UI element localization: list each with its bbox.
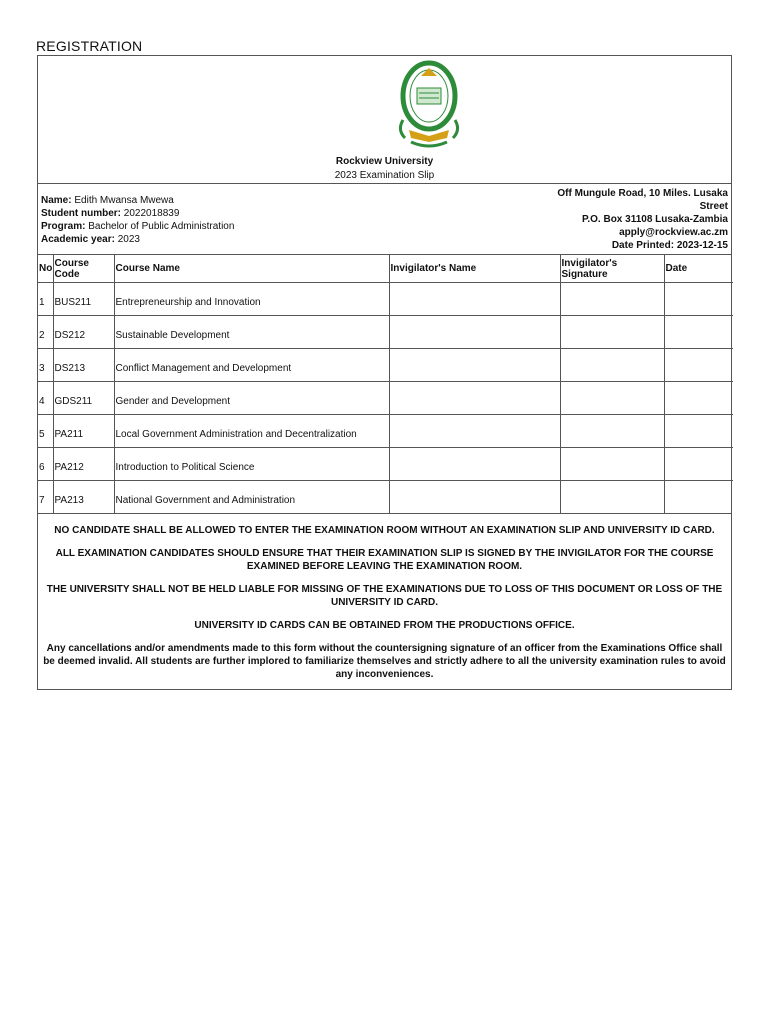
- notice-liability-disclaimer: THE UNIVERSITY SHALL NOT BE HELD LIABLE FOR MISSING OF THE EXAMINATIONS DUE TO LOSS OF THIS DOCUMENT OR LOSS OF THE UNIVERSITY ID CARD.: [46, 584, 723, 608]
- header-date: Date: [664, 255, 733, 283]
- contact-email: apply@rockview.ac.zm: [619, 227, 728, 238]
- row-no: 3: [38, 349, 53, 382]
- date-cell: [664, 349, 733, 382]
- table-row: [38, 316, 733, 349]
- course-name: Sustainable Development: [114, 316, 389, 349]
- date-cell: [664, 415, 733, 448]
- name-label: Name:: [41, 195, 72, 206]
- table-row: [38, 415, 733, 448]
- notice-id-card-office: UNIVERSITY ID CARDS CAN BE OBTAINED FROM THE PRODUCTIONS OFFICE.: [194, 620, 575, 631]
- invigilator-name-cell: [389, 349, 560, 382]
- course-code: DS213: [53, 349, 114, 382]
- row-no: 7: [38, 481, 53, 514]
- date-cell: [664, 382, 733, 415]
- course-name: National Government and Administration: [114, 481, 389, 514]
- course-code: BUS211: [53, 283, 114, 316]
- university-crest-icon: [381, 58, 477, 150]
- invigilator-signature-cell: [560, 316, 664, 349]
- program-label: Program:: [41, 221, 86, 232]
- header-course-name: Course Name: [114, 255, 389, 283]
- course-name: Gender and Development: [114, 382, 389, 415]
- page-heading: REGISTRATION: [36, 38, 143, 54]
- student-number: 2022018839: [123, 208, 180, 219]
- invigilator-signature-cell: [560, 448, 664, 481]
- notice-slip-and-id-required: NO CANDIDATE SHALL BE ALLOWED TO ENTER THE EXAMINATION ROOM WITHOUT AN EXAMINATION SLIP AND UNIVERSITY ID CARD.: [54, 525, 715, 536]
- header-course-code: Course Code: [53, 255, 114, 283]
- invigilator-name-cell: [389, 283, 560, 316]
- student-info-row: [38, 184, 731, 255]
- invigilator-name-cell: [389, 316, 560, 349]
- university-name: Rockview University: [335, 156, 434, 167]
- header-no: No: [38, 255, 53, 283]
- invigilator-signature-cell: [560, 481, 664, 514]
- academic-year: 2023: [117, 234, 140, 245]
- student-name: Edith Mwansa Mwewa: [74, 195, 174, 206]
- table-header-row: [38, 255, 733, 283]
- slip-header: [38, 56, 731, 184]
- notice-amendments-invalid: Any cancellations and/or amendments made to this form without the countersigning signature of an officer from the Examinations Office shall be deemed invalid. All students are further implored to familiarize themselves and strictly adhere to all the university examination rules to avoid any inconveniences.: [43, 643, 726, 680]
- academic-year-label: Academic year:: [41, 234, 115, 245]
- table-row: [38, 448, 733, 481]
- course-name: Entrepreneurship and Innovation: [114, 283, 389, 316]
- invigilator-signature-cell: [560, 415, 664, 448]
- invigilator-name-cell: [389, 448, 560, 481]
- course-name: Conflict Management and Development: [114, 349, 389, 382]
- table-row: [38, 283, 733, 316]
- slip-title: 2023 Examination Slip: [334, 170, 435, 181]
- course-name: Introduction to Political Science: [114, 448, 389, 481]
- row-no: 1: [38, 283, 53, 316]
- course-code: PA212: [53, 448, 114, 481]
- header-invigilator-signature: Invigilator's Signature: [560, 255, 664, 283]
- table-row: [38, 349, 733, 382]
- header-invigilator-name: Invigilator's Name: [389, 255, 560, 283]
- invigilator-name-cell: [389, 481, 560, 514]
- course-name: Local Government Administration and Decentralization: [114, 415, 389, 448]
- invigilator-name-cell: [389, 415, 560, 448]
- row-no: 6: [38, 448, 53, 481]
- address-line-2: P.O. Box 31108 Lusaka-Zambia: [581, 214, 728, 225]
- invigilator-signature-cell: [560, 283, 664, 316]
- date-cell: [664, 481, 733, 514]
- notice-slip-must-be-signed: ALL EXAMINATION CANDIDATES SHOULD ENSURE THAT THEIR EXAMINATION SLIP IS SIGNED BY THE INVIGILATOR FOR THE COURSE EXAMINED BEFORE LEAVING THE EXAMINATION ROOM.: [55, 548, 714, 572]
- examination-slip: [37, 55, 732, 690]
- invigilator-signature-cell: [560, 382, 664, 415]
- exam-notices: [38, 513, 731, 689]
- program-name: Bachelor of Public Administration: [88, 221, 235, 232]
- date-cell: [664, 316, 733, 349]
- invigilator-name-cell: [389, 382, 560, 415]
- date-cell: [664, 283, 733, 316]
- courses-table: [38, 255, 733, 513]
- course-code: GDS211: [53, 382, 114, 415]
- address-line-1: Off Mungule Road, 10 Miles. Lusaka Street: [557, 188, 728, 212]
- row-no: 2: [38, 316, 53, 349]
- student-number-label: Student number:: [41, 208, 121, 219]
- row-no: 5: [38, 415, 53, 448]
- course-code: PA211: [53, 415, 114, 448]
- course-code: DS212: [53, 316, 114, 349]
- course-code: PA213: [53, 481, 114, 514]
- student-details: [41, 194, 234, 246]
- date-printed: Date Printed: 2023-12-15: [611, 240, 728, 251]
- table-row: [38, 382, 733, 415]
- invigilator-signature-cell: [560, 349, 664, 382]
- row-no: 4: [38, 382, 53, 415]
- date-cell: [664, 448, 733, 481]
- table-row: [38, 481, 733, 514]
- university-contact: [538, 187, 728, 252]
